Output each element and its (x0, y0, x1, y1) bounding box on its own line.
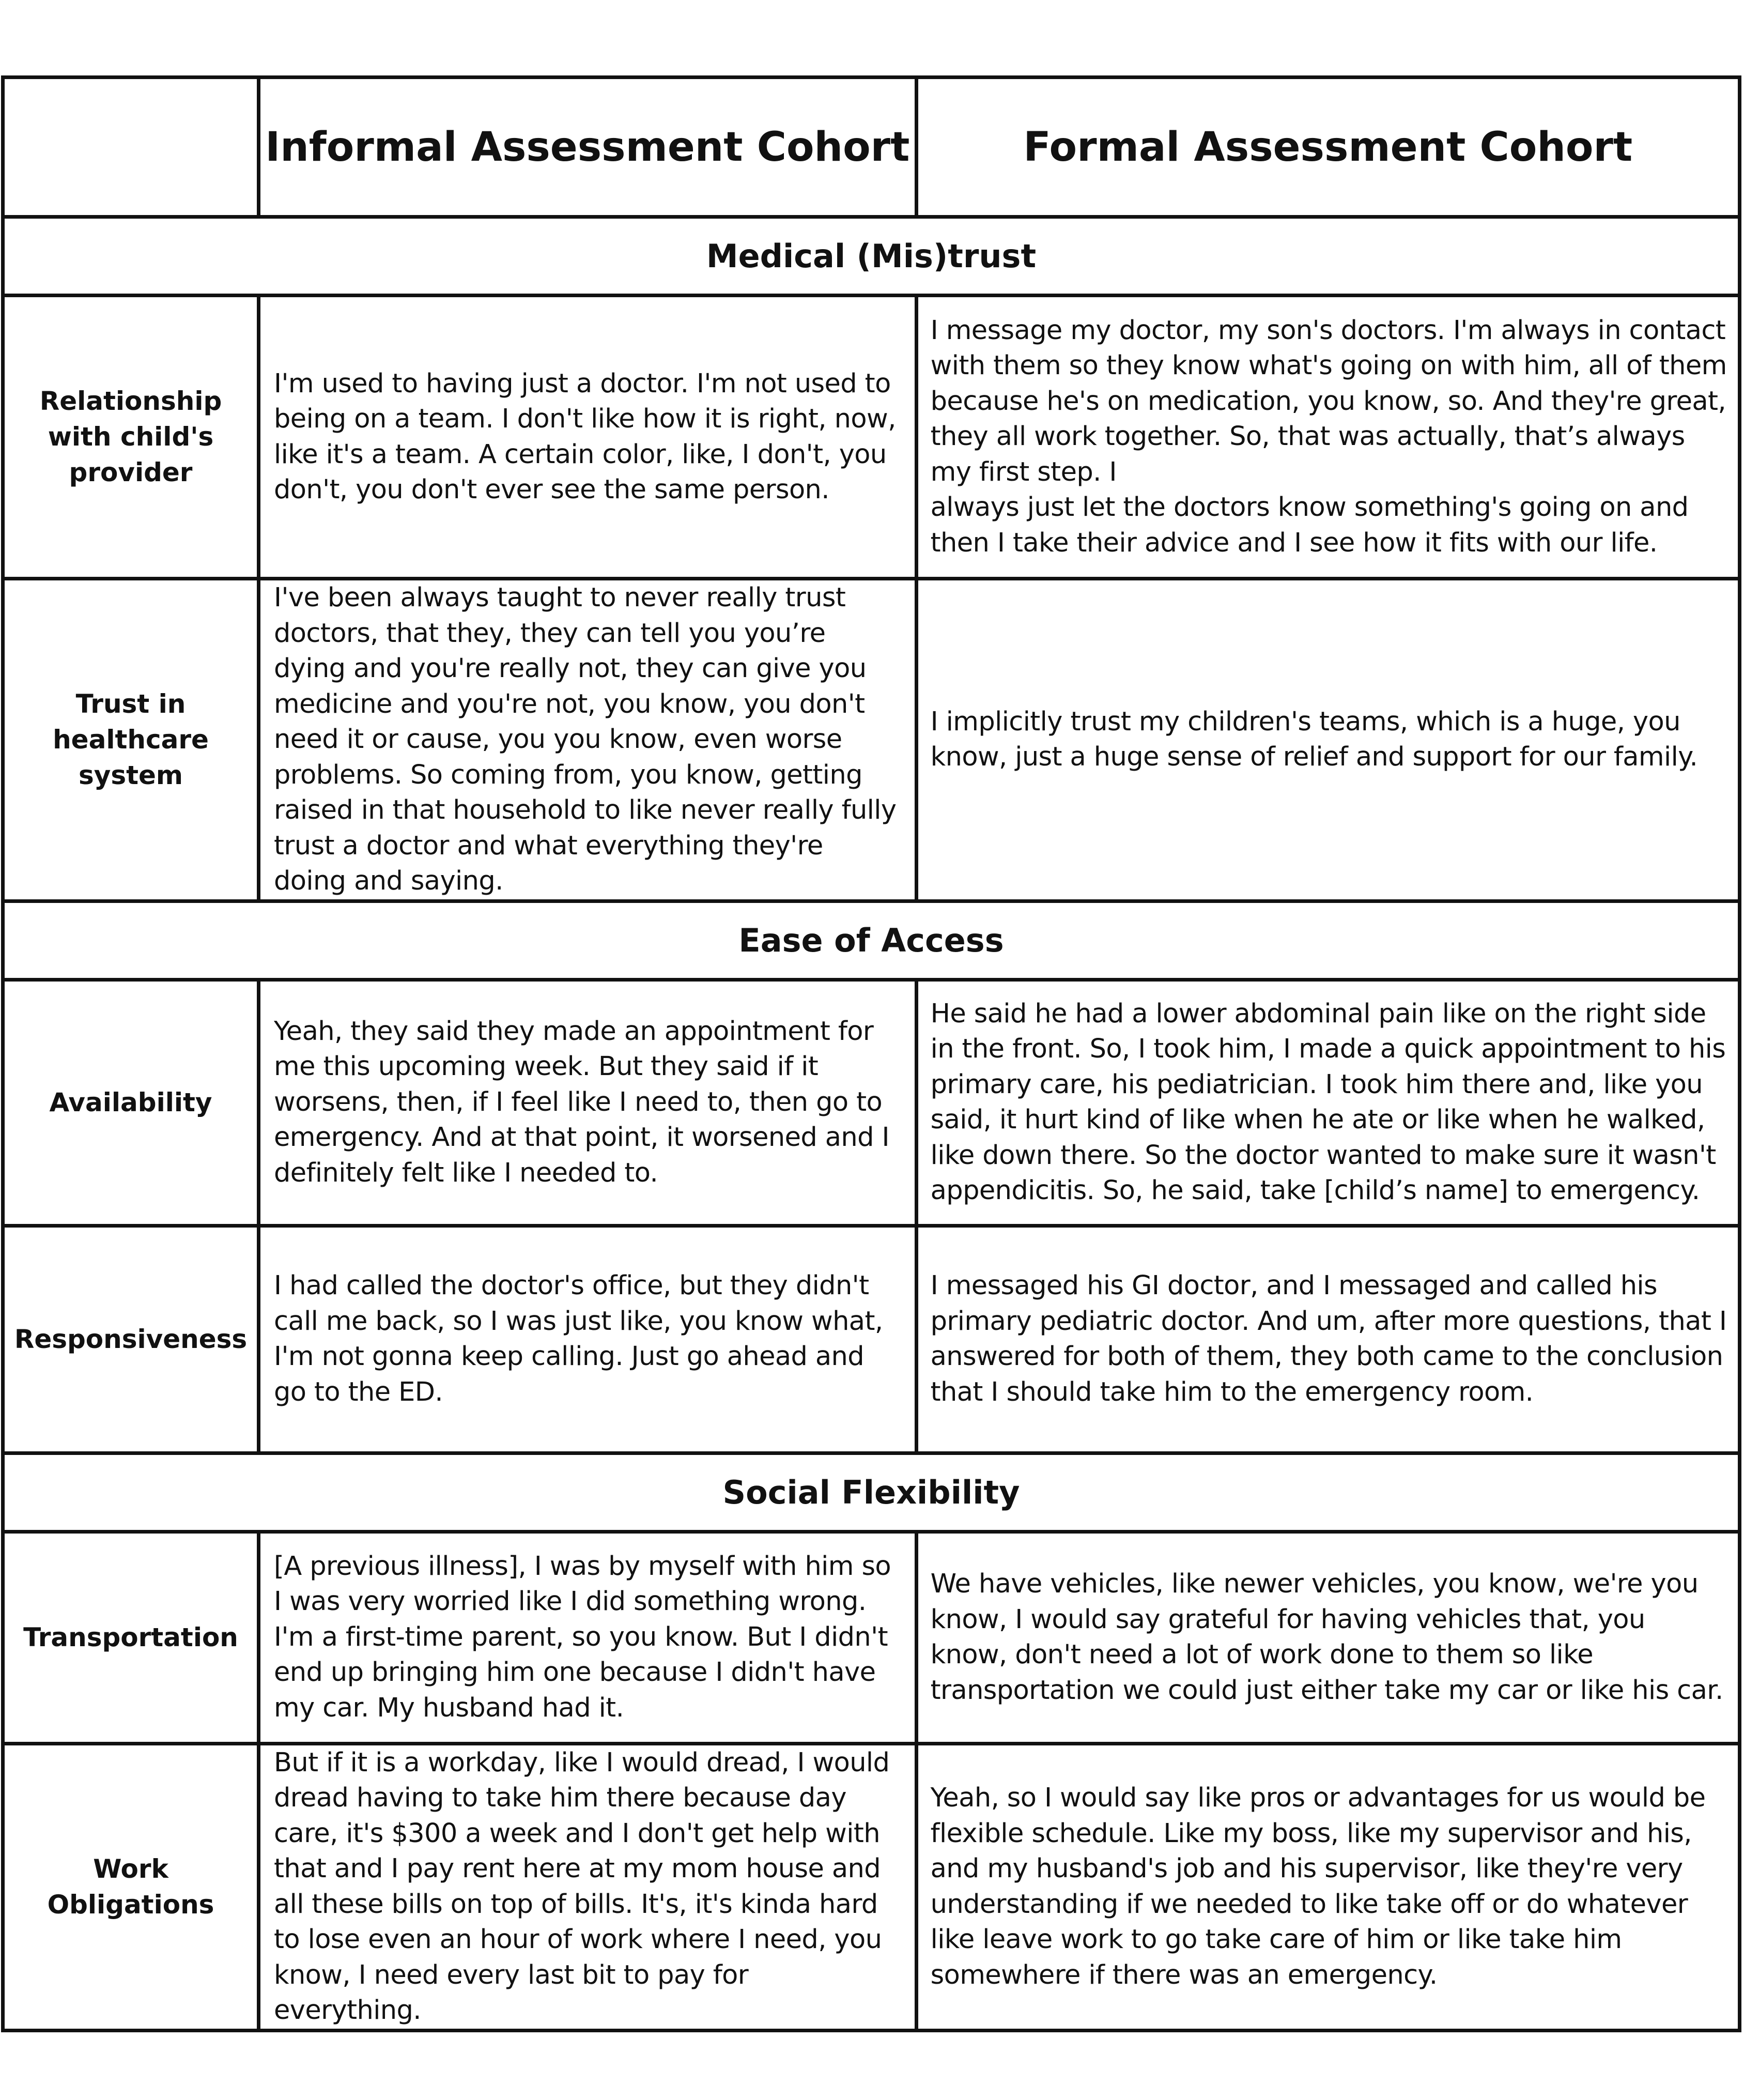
row-label: Trust in healthcare system (3, 579, 259, 901)
section-row-ease-of-access (3, 901, 1740, 979)
informal-cohort-heading: Informal Assessment Cohort (259, 78, 917, 217)
table-row (3, 296, 1740, 579)
table-row (3, 979, 1740, 1225)
table-row (3, 1531, 1740, 1743)
row-label: Responsiveness (3, 1225, 259, 1453)
table-row (3, 1743, 1740, 2030)
informal-quote: I had called the doctor's office, but they didn't call me back, so I was just like, you know what, I'm not gonna keep calling. Just go ahead and go to the ED. (259, 1225, 917, 1453)
formal-quote: He said he had a lower abdominal pain like on the right side in the front. So, I took him, I made a quick appointment to his primary care, his pediatrician. I took him there and, like you said, it hurt kind of like when he ate or like when he walked, like down there. So the doctor wanted to make sure it wasn't appendicitis. So, he said, take [child’s name] to emergency. (916, 979, 1739, 1225)
informal-quote: But if it is a workday, like I would dread, I would dread having to take him there because day care, it's $300 a week and I don't get help with that and I pay rent here at my mom house and all these bills on top of bills. It's, it's kinda hard to lose even an hour of work where I need, you know, I need every last bit to pay for everything. (259, 1743, 917, 2030)
section-row-social-flexibility (3, 1453, 1740, 1531)
cohort-comparison-table (1, 75, 1741, 2032)
formal-quote: I messaged his GI doctor, and I messaged and called his primary pediatric doctor. And um, after more questions, that I answered for both of them, they both came to the conclusion that I should take him to the emergency room. (916, 1225, 1739, 1453)
row-label: Availability (3, 979, 259, 1225)
corner-cell (3, 78, 259, 217)
informal-quote: I'm used to having just a doctor. I'm not used to being on a team. I don't like how it is right, now, like it's a team. A certain color, like, I don't, you don't, you don't ever see the same person. (259, 296, 917, 579)
formal-quote: Yeah, so I would say like pros or advantages for us would be flexible schedule. Like my boss, like my supervisor and his, and my husband's job and his supervisor, like they're very understanding if we needed to like take off or do whatever like leave work to go take care of him or like take him somewhere if there was an emergency. (916, 1743, 1739, 2030)
table-row (3, 1225, 1740, 1453)
header-row (3, 78, 1740, 217)
informal-quote: I've been always taught to never really trust doctors, that they, they can tell you you’re dying and you're really not, they can give you medicine and you're not, you know, you don't need it or cause, you you know, even worse problems. So coming from, you know, getting raised in that household to like never really fully trust a doctor and what everything they're doing and saying. (259, 579, 917, 901)
formal-quote: I implicitly trust my children's teams, which is a huge, you know, just a huge sense of relief and support for our family. (916, 579, 1739, 901)
informal-quote: [A previous illness], I was by myself with him so I was very worried like I did something wrong. I'm a first-time parent, so you know. But I didn't end up bringing him one because I didn't have my car. My husband had it. (259, 1531, 917, 1743)
informal-quote: Yeah, they said they made an appointment for me this upcoming week. But they said if it worsens, then, if I feel like I need to, then go to emergency. And at that point, it worsened and I definitely felt like I needed to. (259, 979, 917, 1225)
row-label: Transportation (3, 1531, 259, 1743)
formal-quote: We have vehicles, like newer vehicles, you know, we're you know, I would say grateful for having vehicles that, you know, don't need a lot of work done to them so like transportation we could just either take my car or like his car. (916, 1531, 1739, 1743)
row-label: Relationship with child's provider (3, 296, 259, 579)
row-label: Work Obligations (3, 1743, 259, 2030)
section-heading: Ease of Access (3, 901, 1740, 979)
section-row-medical-mistrust (3, 217, 1740, 296)
formal-cohort-heading: Formal Assessment Cohort (916, 78, 1739, 217)
formal-quote: I message my doctor, my son's doctors. I'm always in contact with them so they know what's going on with him, all of them because he's on medication, you know, so. And they're great, they all work together. So, that was actually, that’s always my first step. I always just let the doctors know something's going on and then I take their advice and I see how it fits with our life. (916, 296, 1739, 579)
section-heading: Medical (Mis)trust (3, 217, 1740, 296)
section-heading: Social Flexibility (3, 1453, 1740, 1531)
table-row (3, 579, 1740, 901)
